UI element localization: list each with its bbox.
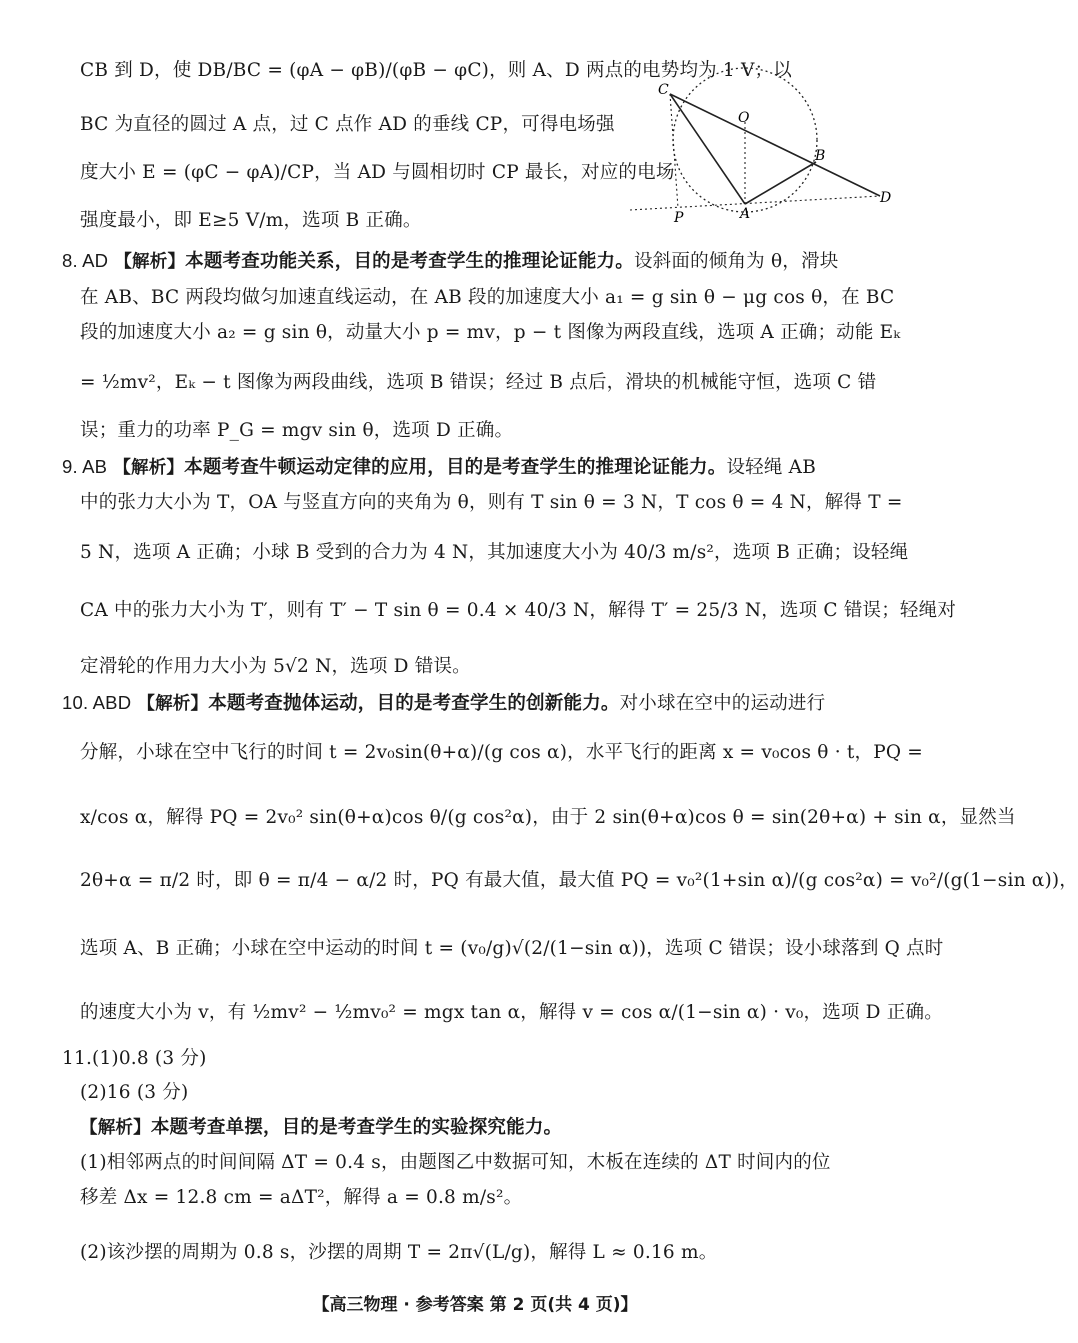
q7-line-3: 度大小 E = (φC − φA)/CP，当 AD 与圆相切时 CP 最长，对应的电场: [80, 162, 675, 183]
figure-circle: [673, 68, 817, 212]
q10-line-3: x/cos α，解得 PQ = 2v₀² sin(θ+α)cos θ/(g cos²α)，由于 2 sin(θ+α)cos θ = sin(2θ+α) + sin α，显然当: [80, 807, 1016, 828]
q8-heading: 本题考查功能关系，目的是考查学生的推理论证能力。: [185, 251, 634, 272]
q11-line-3: (2)该沙摆的周期为 0.8 s，沙摆的周期 T = 2π√(L/g)，解得 L ≈ 0.16 m。: [80, 1242, 718, 1263]
q8-line-3: 段的加速度大小 a₂ = g sin θ，动量大小 p = mv，p − t 图像为两段直线，选项 A 正确；动能 Eₖ: [80, 322, 901, 343]
q11-heading: 本题考查单摆，目的是考查学生的实验探究能力。: [150, 1117, 563, 1138]
label-a: A: [740, 206, 751, 222]
q9-line-1: [62, 454, 816, 481]
q10-line-1-rest: 对小球在空中的运动进行: [619, 693, 826, 714]
q7-line-4: 强度最小，即 E≥5 V/m，选项 B 正确。: [80, 210, 422, 231]
q9-line-4: CA 中的张力大小为 T′，则有 T′ − T sin θ = 0.4 × 40/3 N，解得 T′ = 25/3 N，选项 C 错误；轻绳对: [80, 600, 957, 621]
line-ab: [745, 162, 816, 204]
page-footer: 【高三物理 · 参考答案 第 2 页(共 4 页)】: [312, 1295, 638, 1315]
q11-heading-line: [80, 1115, 562, 1141]
label-c: C: [658, 82, 669, 98]
line-cp: [670, 94, 678, 208]
q8-line-1-rest: 设斜面的倾角为 θ，滑块: [633, 251, 839, 272]
label-d: D: [880, 190, 892, 206]
q9-heading: 本题考查牛顿运动定律的应用，目的是考查学生的推理论证能力。: [184, 457, 727, 478]
q10-line-1: [62, 690, 825, 717]
q10-tag: 【解析】: [137, 694, 209, 714]
q11-line-2: 移差 Δx = 12.8 cm = aΔT²，解得 a = 0.8 m/s²。: [80, 1187, 523, 1208]
q8-line-4: = ½mv²，Eₖ − t 图像为两段曲线，选项 B 错误；经过 B 点后，滑块的机械能守恒，选项 C 错: [80, 372, 877, 393]
q11-line-1: (1)相邻两点的时间间隔 ΔT = 0.4 s，由题图乙中数据可知，木板在连续的 ΔT 时间内的位: [80, 1152, 831, 1173]
q9-line-1-rest: 设轻绳 AB: [726, 457, 816, 478]
q9-line-2: 中的张力大小为 T，OA 与竖直方向的夹角为 θ，则有 T sin θ = 3 N，T cos θ = 4 N，解得 T =: [80, 492, 903, 513]
q7-line-1: CB 到 D，使 DB/BC = (φA − φB)/(φB − φC)，则 A、D 两点的电势均为 1 V；以: [80, 60, 792, 81]
q9-line-3: 5 N，选项 A 正确；小球 B 受到的合力为 4 N，其加速度大小为 40/3 m/s²，选项 B 正确；设轻绳: [80, 542, 909, 563]
label-b: B: [815, 148, 826, 164]
q10-line-4: 2θ+α = π/2 时，即 θ = π/4 − α/2 时，PQ 有最大值，最大值 PQ = v₀²(1+sin α)/(g cos²α) = v₀²/(g(1−sin α))，: [80, 870, 1078, 891]
q11-answer-1: 11.(1)0.8 (3 分): [62, 1048, 207, 1069]
q7-line-2: BC 为直径的圆过 A 点，过 C 点作 AD 的垂线 CP，可得电场强: [80, 114, 615, 135]
q8-answer: 8. AD: [62, 250, 109, 271]
q9-tag: 【解析】: [113, 458, 185, 478]
label-p: P: [674, 210, 684, 226]
q8-line-5: 误；重力的功率 P_G = mgv sin θ，选项 D 正确。: [80, 420, 514, 441]
q10-line-6: 的速度大小为 v，有 ½mv² − ½mv₀² = mgx tan α，解得 v = cos α/(1−sin α) · v₀，选项 D 正确。: [80, 1002, 943, 1023]
q9-line-5: 定滑轮的作用力大小为 5√2 N，选项 D 错误。: [80, 656, 471, 677]
q8-line-1: [62, 248, 838, 275]
q11-tag: 【解析】: [80, 1118, 151, 1138]
q10-heading: 本题考查抛体运动，目的是考查学生的创新能力。: [208, 693, 620, 714]
line-cd: [670, 94, 880, 196]
line-ca: [670, 94, 745, 204]
q9-answer: 9. AB: [62, 456, 108, 477]
q8-line-2: 在 AB、BC 两段均做匀加速直线运动，在 AB 段的加速度大小 a₁ = g sin θ − μg cos θ，在 BC: [80, 287, 895, 308]
q10-line-2: 分解，小球在空中飞行的时间 t = 2v₀sin(θ+α)/(g cos α)，水平飞行的距离 x = v₀cos θ · t，PQ =: [80, 742, 923, 763]
q11-answer-2: (2)16 (3 分): [80, 1082, 189, 1103]
q10-line-5: 选项 A、B 正确；小球在空中运动的时间 t = (v₀/g)√(2/(1−sin α))，选项 C 错误；设小球落到 Q 点时: [80, 938, 944, 959]
label-o: O: [738, 110, 750, 126]
circle-field-figure: [630, 58, 900, 228]
q8-tag: 【解析】: [114, 252, 186, 272]
q10-answer: 10. ABD: [62, 692, 132, 713]
